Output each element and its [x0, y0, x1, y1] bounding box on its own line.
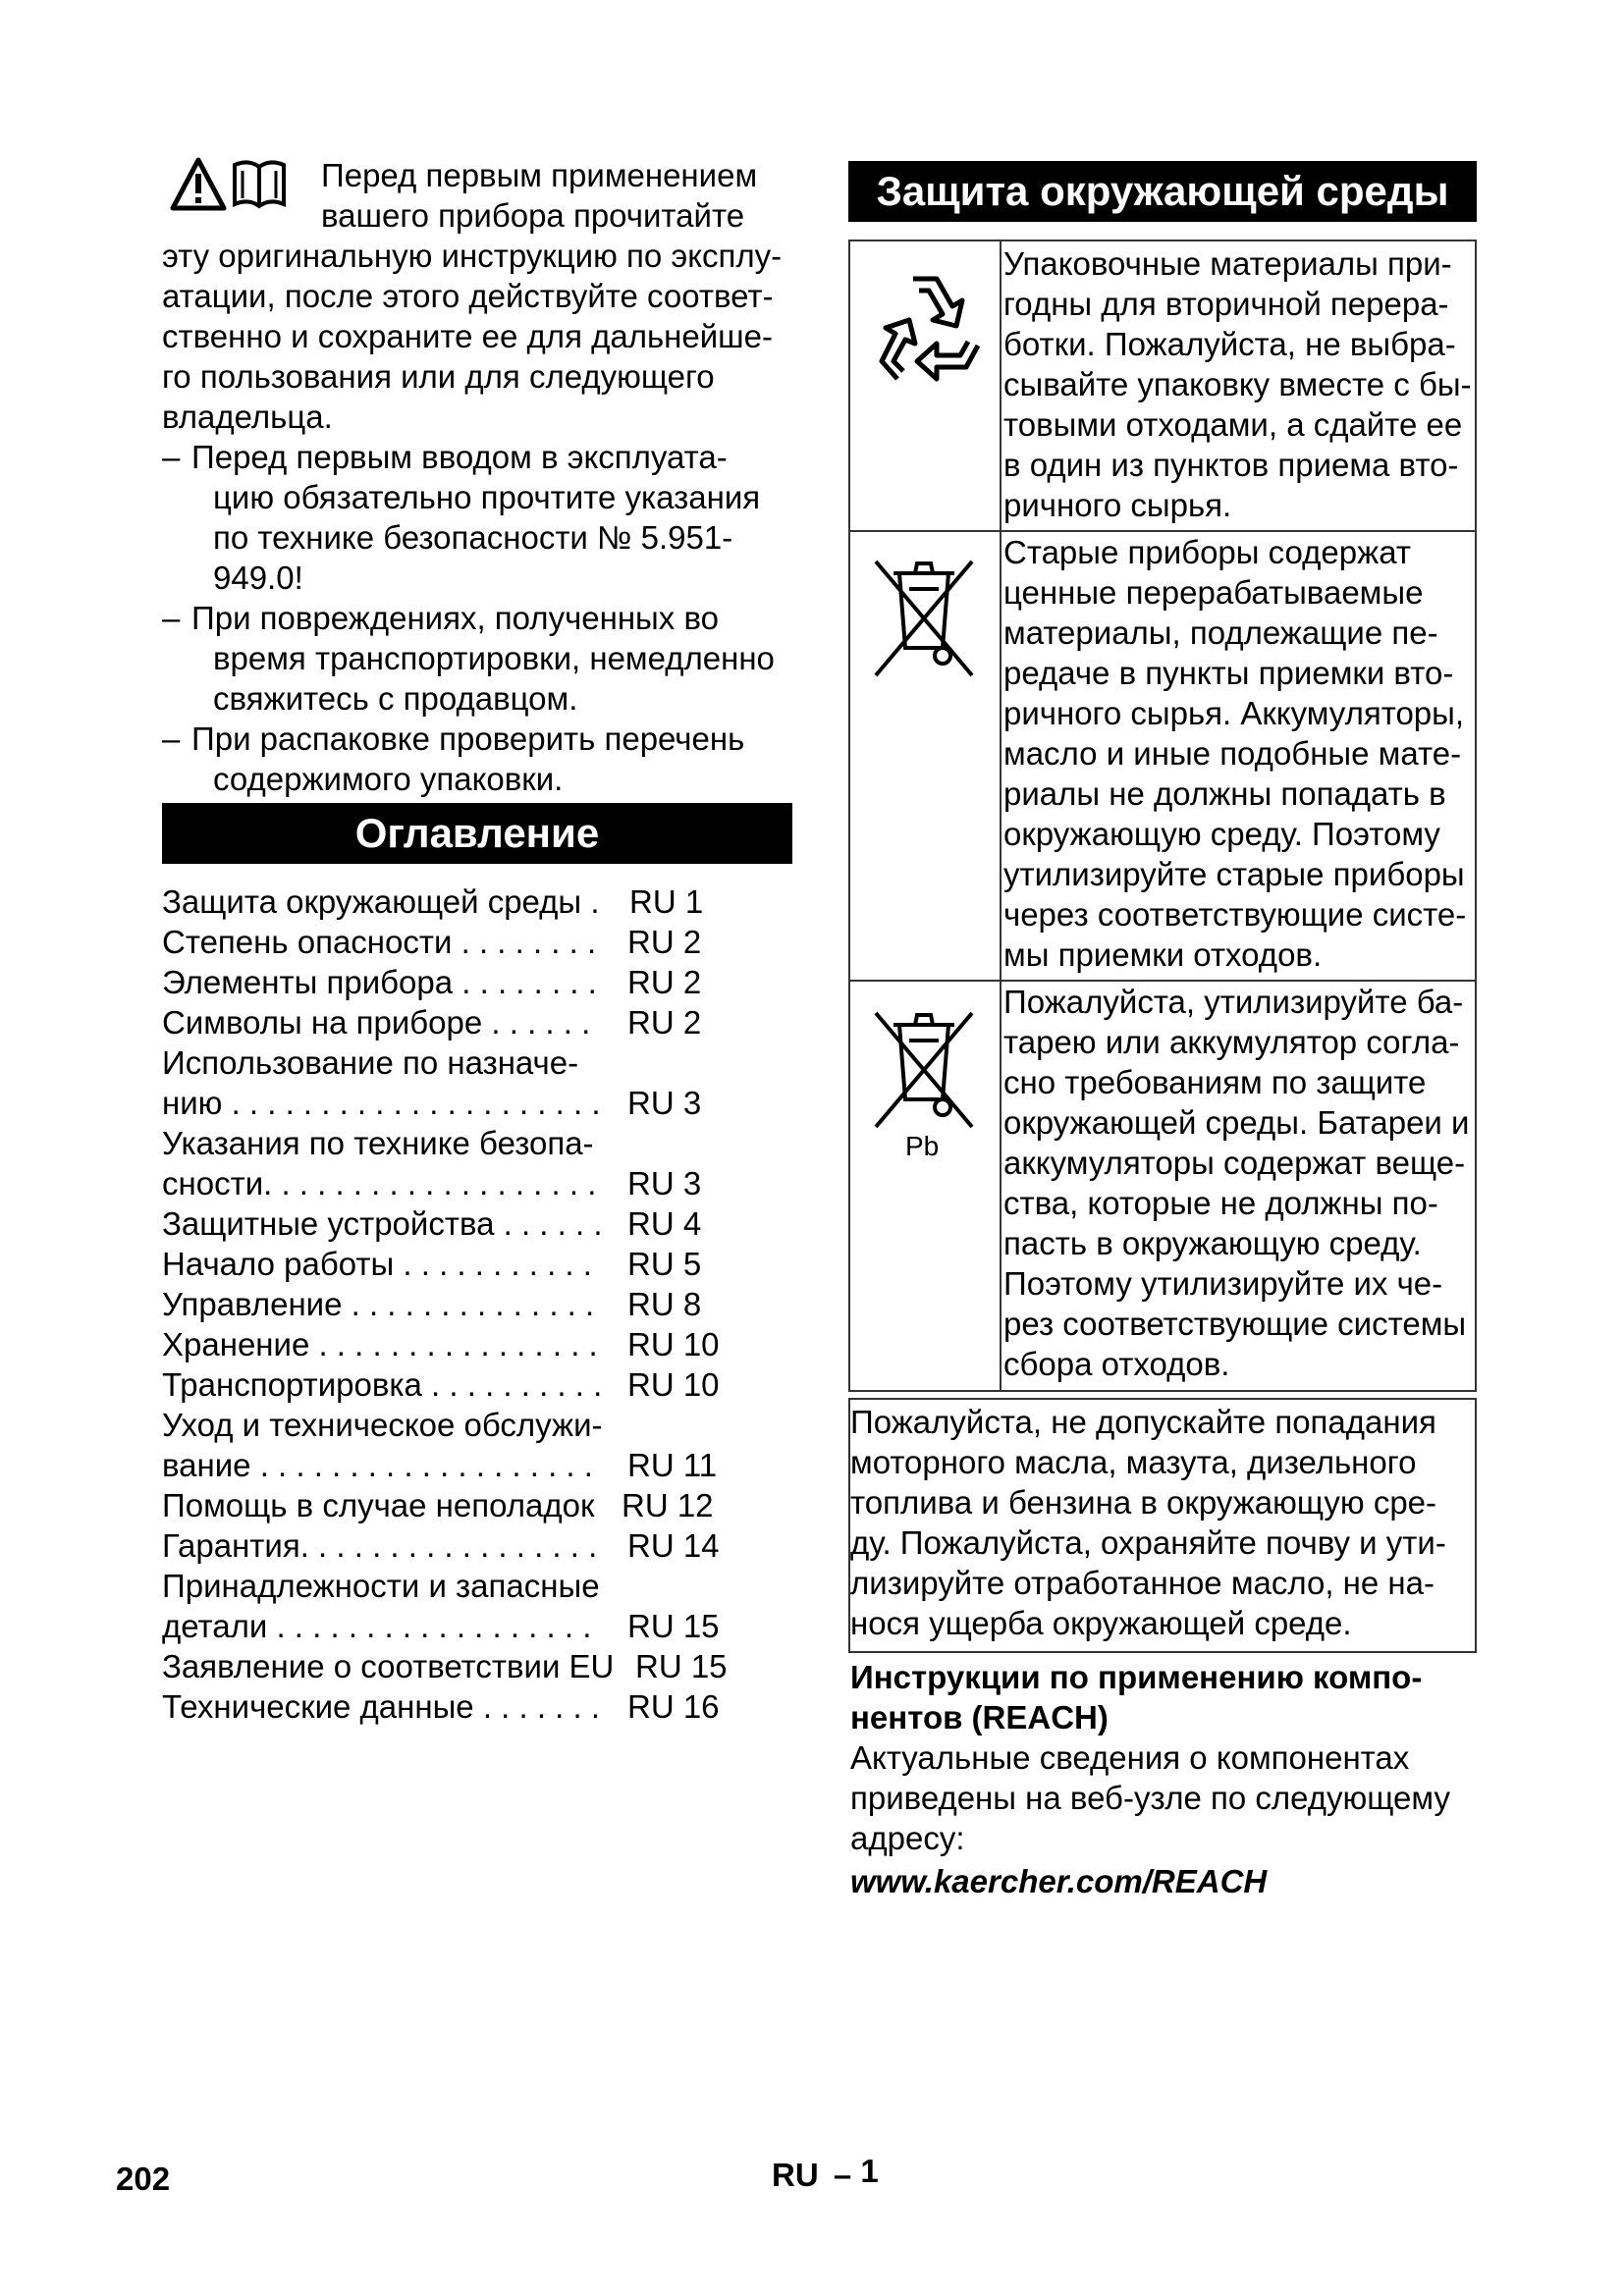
table-row-text: масло и иные подобные мате- [1003, 735, 1462, 772]
reach-text: адресу: [850, 1820, 965, 1856]
toc-entry-page: RU 11 [627, 1447, 718, 1483]
toc-entry[interactable] [162, 1002, 771, 1042]
table-row-text: тарею или аккумулятор согла- [1003, 1024, 1460, 1060]
intro-line: Перед первым применением [321, 157, 758, 193]
toc-entry-label-pre: Уход и техническое обслужи- [162, 1407, 603, 1443]
table-row-text: Пожалуйста, утилизируйте ба- [1003, 984, 1464, 1020]
intro-line: атации, после этого действуйте соответ- [162, 278, 774, 314]
pb-label: Pb [905, 1131, 940, 1161]
toc-entry[interactable] [162, 881, 771, 922]
environment-table [848, 240, 1477, 1398]
bullet-line: 949.0! [213, 560, 303, 596]
notice-line: топлива и бензина в окружающую сре- [850, 1484, 1437, 1521]
table-row-text: ства, которые не должны по- [1003, 1185, 1438, 1221]
footer-dash: – [833, 2157, 852, 2193]
intro-line: го пользования или для следующего [162, 358, 715, 395]
table-row-text: сно требованиям по защите [1003, 1064, 1427, 1100]
toc-entry[interactable] [162, 1485, 771, 1525]
table-row-text: Упаковочные материалы при- [1003, 245, 1452, 282]
table-row-text: утилизируйте старые приборы [1003, 856, 1465, 892]
toc-entry[interactable] [162, 1405, 771, 1485]
intro-line: эту оригинальную инструкцию по эксплу- [162, 238, 783, 274]
table-row-text: через соответствующие систе- [1003, 896, 1467, 933]
notice-line: Пожалуйста, не допускайте попадания [850, 1404, 1436, 1440]
toc-entry-label: сности. . . . . . . . . . . . . . . . . . . [162, 1165, 597, 1201]
table-row-text: Старые приборы содержат [1003, 534, 1411, 570]
bullet-line: При повреждениях, полученных во [191, 600, 719, 636]
intro-line: владельца. [162, 399, 333, 435]
toc-entry[interactable] [162, 1123, 771, 1203]
notice-line: ду. Пожалуйста, охраняйте почву и ути- [850, 1524, 1446, 1561]
toc-entry-page: RU 3 [627, 1165, 702, 1201]
toc-entry-label: Управление . . . . . . . . . . . . . . [162, 1286, 595, 1322]
reach-text: приведены на веб-узле по следующему [850, 1780, 1450, 1816]
toc-entry-page: RU 3 [627, 1085, 702, 1121]
environment-title: Защита окружающей среды [848, 161, 1477, 222]
toc-entry-page: RU 2 [627, 1004, 702, 1041]
bullet-line: свяжитесь с продавцом. [213, 680, 578, 717]
toc-entry-label: нию . . . . . . . . . . . . . . . . . . . . . [162, 1085, 601, 1121]
toc-entry-label: Заявление о соответствии EU [162, 1648, 615, 1684]
table-row-text: риалы не должны попадать в [1003, 775, 1446, 812]
toc-entry[interactable] [162, 1525, 771, 1566]
bullet-line: время транспортировки, немедленно [213, 640, 775, 676]
toc-entry-label: Защитные устройства . . . . . . [162, 1205, 603, 1242]
toc-entry-page: RU 15 [627, 1608, 720, 1644]
bullet-dash: – [162, 439, 181, 475]
table-row-text: ричного сырья. [1003, 487, 1232, 523]
table-row-text: сывайте упаковку вместе с бы- [1003, 366, 1472, 402]
toc-title: Оглавление [162, 803, 792, 864]
toc-entry[interactable] [162, 922, 771, 962]
bullet-line: по технике безопасности № 5.951- [213, 519, 733, 556]
toc-entry[interactable] [162, 1324, 771, 1364]
toc-entry[interactable] [162, 1364, 771, 1405]
toc-entry-page: RU 5 [627, 1246, 702, 1282]
bullet-line: При распаковке проверить перечень [191, 721, 745, 757]
toc-entry-label: Гарантия. . . . . . . . . . . . . . . . . [162, 1527, 598, 1564]
toc-entry-label: Символы на приборе . . . . . . [162, 1004, 591, 1041]
manual-book-icon [231, 157, 288, 212]
toc-entry-page: RU 10 [627, 1326, 720, 1362]
toc-entry-label: вание . . . . . . . . . . . . . . . . . . . [162, 1447, 593, 1483]
toc-list [162, 881, 810, 1726]
bullet-dash: – [162, 600, 181, 636]
toc-entry-label: Элементы прибора . . . . . . . . [162, 964, 597, 1000]
toc-entry-label: Начало работы . . . . . . . . . . . [162, 1246, 592, 1282]
toc-entry-page: RU 15 [635, 1648, 728, 1684]
toc-entry-label: Хранение . . . . . . . . . . . . . . . . [162, 1326, 598, 1362]
table-row-text: мы приемки отходов. [1003, 936, 1323, 973]
table-row-text: в один из пунктов приема вто- [1003, 447, 1459, 483]
warning-icon [170, 157, 227, 212]
toc-entry-page: RU 4 [627, 1205, 702, 1242]
toc-entry-label-pre: Указания по технике безопа- [162, 1125, 594, 1161]
toc-entry-page: RU 12 [622, 1487, 714, 1523]
notice-line: моторного масла, мазута, дизельного [850, 1444, 1417, 1480]
footer-section-page: 1 [860, 2153, 879, 2189]
notice-line: лизируйте отработанное масло, не на- [850, 1565, 1435, 1601]
footer-lang: RU [772, 2157, 819, 2193]
table-row-text: ричного сырья. Аккумуляторы, [1003, 695, 1465, 731]
page-number: 202 [116, 2161, 171, 2197]
bullet-line: содержимого упаковки. [213, 761, 564, 797]
table-row-text: пасть в окружающую среду. [1003, 1225, 1422, 1261]
toc-entry[interactable] [162, 1244, 771, 1284]
toc-entry-page: RU 1 [629, 883, 704, 920]
toc-entry-label: Транспортировка . . . . . . . . . . [162, 1366, 603, 1403]
reach-text: Актуальные сведения о компонентах [850, 1739, 1410, 1776]
crossed-bin-icon [870, 554, 978, 681]
table-row-text: сбора отходов. [1003, 1346, 1230, 1382]
toc-entry-page: RU 8 [627, 1286, 702, 1322]
toc-entry-label-pre: Принадлежности и запасные [162, 1568, 600, 1604]
bullet-line: Перед первым вводом в эксплуата- [191, 439, 728, 475]
toc-entry[interactable] [162, 1203, 771, 1244]
bullet-dash: – [162, 721, 181, 757]
toc-entry[interactable] [162, 1284, 771, 1324]
table-row-text: рез соответствующие системы [1003, 1306, 1467, 1342]
toc-entry-label: детали . . . . . . . . . . . . . . . . . . [162, 1608, 592, 1644]
oil-notice-box [848, 1398, 1477, 1653]
notice-line: нося ущерба окружающей среде. [850, 1605, 1352, 1641]
table-row-text: Поэтому утилизируйте их че- [1003, 1265, 1443, 1302]
toc-entry[interactable] [162, 1566, 771, 1646]
table-row-text: редаче в пункты приемки вто- [1003, 655, 1454, 691]
table-row-text: окружающей среды. Батареи и [1003, 1104, 1470, 1141]
table-row-text: аккумуляторы содержат веще- [1003, 1145, 1466, 1181]
toc-entry-label: Степень опасности . . . . . . . . [162, 924, 597, 960]
reach-title: нентов (REACH) [850, 1699, 1109, 1735]
toc-entry-page: RU 2 [627, 924, 702, 960]
reach-title: Инструкции по применению компо- [850, 1659, 1423, 1695]
table-row-text: ценные перерабатываемые [1003, 574, 1424, 611]
toc-entry-page: RU 10 [627, 1366, 720, 1403]
footer-section-label [772, 2153, 879, 2195]
toc-entry-label: Помощь в случае неполадок [162, 1487, 595, 1523]
intro-line: вашего прибора прочитайте [321, 197, 745, 234]
table-row-text: материалы, подлежащие пе- [1003, 614, 1438, 651]
table-row-text: товыми отходами, а сдайте ее [1003, 406, 1463, 443]
toc-entry[interactable] [162, 962, 771, 1002]
toc-entry[interactable] [162, 1646, 771, 1686]
toc-entry[interactable] [162, 1686, 771, 1727]
toc-entry[interactable] [162, 1042, 771, 1123]
toc-entry-page: RU 14 [627, 1527, 720, 1564]
table-row-text: окружающую среду. Поэтому [1003, 816, 1440, 852]
toc-entry-label: Технические данные . . . . . . . [162, 1688, 601, 1725]
toc-entry-page: RU 16 [627, 1688, 720, 1725]
table-row-text: годны для вторичной перера- [1003, 286, 1449, 322]
toc-entry-label-pre: Использование по назначе- [162, 1044, 579, 1081]
toc-entry-page: RU 2 [627, 964, 702, 1000]
toc-entry-label: Защита окружающей среды . [162, 883, 600, 920]
reach-url-link[interactable]: www.kaercher.com/REACH [850, 1863, 1268, 1899]
intro-line: ственно и сохраните ее для дальнейше- [162, 318, 773, 354]
recycle-icon [862, 269, 988, 391]
crossed-bin-pb-icon [870, 1005, 978, 1133]
bullet-line: цию обязательно прочтите указания [213, 479, 761, 515]
table-row-text: ботки. Пожалуйста, не выбра- [1003, 326, 1456, 362]
